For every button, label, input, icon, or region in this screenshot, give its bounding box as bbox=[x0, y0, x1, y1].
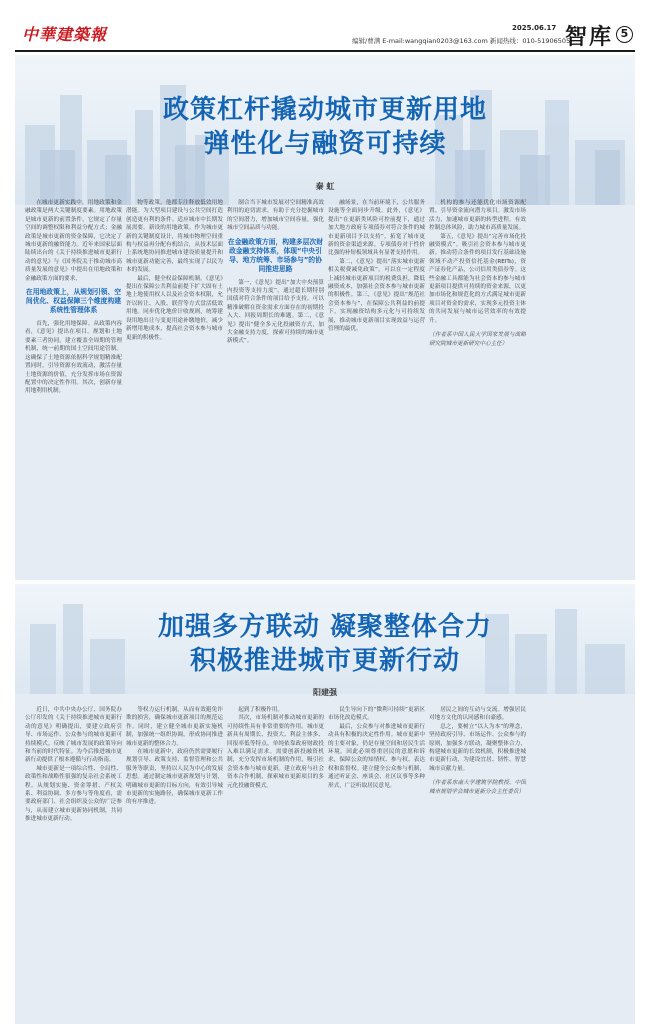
paragraph: 首先，强化用地保障。从政策内容看，《意见》提出在项目、规划和土地要素三者协同，建立覆盖全周期的管理机制，统一前期的国土空间用途管制。这确保了土地资源依据科学规划精准配置同时，引导资源有效流动，激活存量土地资源的价值，充分发挥市场在资源配置中的决定性作用。其次，创新存量用地利用机制。 bbox=[25, 321, 122, 395]
article-1-byline: 秦 虹 bbox=[315, 182, 335, 191]
paragraph: 机构的参与还能优化市场资源配置。引导资金流向潜力项目。激发市场活力，加速城市更新的转型进程。有效控制总体风险，助力城市高质量发展。 bbox=[429, 200, 526, 232]
article-2-headline-line1: 加强多方联动 凝聚整体合力 bbox=[157, 612, 493, 642]
article-1-headline-line1: 政策杠杆撬动城市更新用地 bbox=[162, 95, 487, 125]
issue-date: 2025.06.17 bbox=[512, 24, 557, 32]
paragraph: 在城市更新中，政府仍然需要履行规划引导、政策支持、监督管理和公共服务等职责，坚持以人民为中心的发展思想。通过制定城市更新规划与计划，明确城市更新的目标方向，有效引导城市更新的实施路径，确保城市更新工作的有序推进。 bbox=[126, 749, 223, 806]
article-1-body bbox=[25, 199, 625, 574]
paragraph: 最后，公众参与对推进城市更新行动具有积极的决定性作用。城市更新中的主要对象，仍是存量空间和居民生活环境，因此必须尊重居民的意愿和诉求，保障公众的知情权、参与权、表达权和监督权。建立健全公众参与机制，通过听证会、座谈会、社区议事等多种形式，广泛听取居民意见。 bbox=[328, 723, 425, 789]
article-2-column-5 bbox=[429, 706, 526, 1018]
paragraph: 居民之间的互动与交流。增强居民对地方文化的认同感和自豪感。 bbox=[429, 707, 526, 722]
article-1-panel bbox=[15, 55, 635, 580]
author-note: （作者系东南大学建筑学院教授、中国城市规划学会城市更新分会主任委员） bbox=[429, 780, 526, 795]
article-2-headline-line2: 积极推进城市更新行动 bbox=[189, 646, 460, 676]
paragraph: 其次，市场机制对推动城市更新的可持续性具有非常重要的作用。城市更新具有周期长、投资大、利益主体多、回报率低等特点，单纯依靠政府财政投入难以满足需求。需要创新投融资机制，充分发挥市场机制的作用，吸引社会资本参与城市更新。建立政府与社会资本合作机制，探索城市更新项目的多元化投融资模式。 bbox=[227, 715, 324, 789]
header-rule bbox=[15, 50, 635, 52]
article-2-column-4 bbox=[328, 706, 425, 1018]
paragraph: 近日，中共中央办公厅、国务院办公厅印发的《关于持续推进城市更新行动的意见》明确提出，要建立政府引导、市场运作、公众参与的城市更新可持续模式。反映了城市发展的政策导向和当前的时代特征。为今后推进城市更新行动提供了根本遵循与行动指南。 bbox=[25, 707, 122, 764]
page-number-badge: 5 bbox=[616, 26, 633, 43]
paragraph: 等权力运行机制，从而有效避免诈欺的损害，确保城市更新项目的规范运作。同时，建立健全城市更新实施机制，加强统一组织协调，形成协同推进城市更新的整体合力。 bbox=[126, 707, 223, 747]
article-2-column-2 bbox=[126, 706, 223, 1018]
paragraph: 总之，要树立“以人为本”的理念，坚持政府引导、市场运作、公众参与的原则，加强多方联动，凝聚整体合力，构建城市更新的长效机制，积极推进城市更新行动，为建设宜居、韧性、智慧城市贡献力量。 bbox=[429, 723, 526, 772]
paragraph: 城市更新是一项综合性、全局性、政策性和战略性很强的复杂社会系统工程。从规划实施、资金筹措、产权关系、利益协调、多方参与等角度看，需要政府部门、社会组织及公众的广泛参与，从而建立城市更新协同机制，共同推进城市更新行动。 bbox=[25, 765, 122, 823]
paragraph: 制合当下城市发展对空间精准高效利用的迫切需求，有助于充分挖掘城市的空间潜力，增加城市空间容量，强化城市空间品质与功能。 bbox=[227, 200, 324, 232]
paragraph: 最后，健全权益保障机制。《意见》提出在保障公共利益前提下扩大固有土地上地使用权人以及社会资本权限，允许以转让、入股、联营等方式盘活低效用地。同步优化地价计收规则，统筹建设用地出让与变更用途补缴地价，减少新增用地成本，提高社会资本参与城市更新的积极性。 bbox=[126, 275, 223, 341]
article-1-column-5 bbox=[429, 199, 526, 574]
subheading: 在用地政策上，从规划引领、空间优化、权益保障三个维度构建系统性管理体系 bbox=[25, 288, 122, 315]
paragraph: 在城市更新实践中，用地政策和金融政策是两大关键制度要素。用地政策是城市更新的前置条件，它规定了存量空间的调整权限和利益分配方式；金融政策是城市更新的资金保障，它决定了城市更新的融资能力。近年来国家层面陆续出台的《关于持续推进城市更新行动的意见》与《国务院关于推动城市高质量发展的意见》中提出在用地政策和金融政策方面的要求， bbox=[25, 200, 122, 282]
author-note: （作者系中国人民大学国家发展与战略研究院城市更新研究中心主任） bbox=[429, 332, 526, 347]
paragraph: 第二，《意见》提出“落实城市更新相关税费减免政策”。可以在一定程度上减轻城市更新项目的税费负担，降低融资成本，加强社会资本参与城市更新的积极性。第三，《意见》提出“规范社会资本参与”，在保障公共利益的前提下，实现融资结构多元化与可持续发展，推动城市更新项目实现效益与运营管理的最优。 bbox=[328, 258, 425, 333]
article-2-body bbox=[25, 706, 625, 1018]
paragraph: 民生导向下的“微利可持续”更新区市场化改造模式。 bbox=[328, 707, 425, 722]
paragraph: 物等政策。他都专注释放低效用地潜能。为大型项目建设与公共空间打造创造更有利的条件。适应城市中长期发展需要。新设的用地政策。作为城市更新的关键制度设计，将城市物理空间重构与权益再分配有机结合，从技术层面上系统地协同推进城市建设质量提升和城市更新功能完善，最终实现了以民为本的发展。 bbox=[126, 200, 223, 274]
paragraph: 第一，《意见》提出“加大中央预算内投资等支持力度”，通过超长期特别国债对符合条件的项目给予支持。可以精准破解在资金需求方面存在的初期投入大、回报周期长的难题。第二，《意见》提出“健全多元化投融资方式，加大金融支持力度，探索可持续的城市更新模式”。 bbox=[227, 279, 324, 345]
editor-contact: 编辑/曹满 E-mail:wangqian0203@163.com 新闻热线：010-51906505 bbox=[352, 37, 571, 45]
paragraph: 起到了积极作用。 bbox=[238, 707, 283, 713]
subheading: 在金融政策方面，构建多层次财政金融支持体系，体现“中央引导、地方统筹、市场参与”的协同推进思路 bbox=[227, 237, 324, 273]
article-1-column-2 bbox=[126, 199, 223, 574]
masthead bbox=[0, 0, 650, 56]
article-1-column-4 bbox=[328, 199, 425, 574]
article-2-column-3 bbox=[227, 706, 324, 1018]
article-2-panel bbox=[15, 584, 635, 1024]
newspaper-logo[interactable]: 中華建築報 bbox=[22, 25, 108, 44]
article-1-column-3 bbox=[227, 199, 324, 574]
paragraph: 融场景，在当前环境下，公共服务设施等全面同步升级。此外，《意见》提出“在更新类风险可控前提下，通过加大地方政府专项债券对符合条件的城市更新项目予以支持”，拓宽了城市更新的资金渠道来源。专项债券对于性价比强的补短板领域具有显著支持作用。 bbox=[328, 200, 425, 257]
article-1-column-1 bbox=[25, 199, 122, 574]
section-title: 智库 bbox=[565, 25, 614, 50]
paragraph: 第五，《意见》提出“完善市场化投融资模式”。吸引社会资本参与城市更新。推动符合条件的项目发行基础设施领域不动产投资信托基金(REITs)，资产证券化产品，公司信用类债券等。这些金融工具都能为社会资本的参与城市更新项目提供可持续的资金来源，以更加市场化和规范化的方式满足城市更新项目对资金的需求，实现多元投资主体的共同发展与城市运营效率的有效提升。 bbox=[429, 233, 526, 324]
article-1-headline-line2: 弹性化与融资可持续 bbox=[203, 129, 447, 159]
article-2-column-1 bbox=[25, 706, 122, 1018]
article-2-byline: 阳建强 bbox=[313, 688, 337, 697]
